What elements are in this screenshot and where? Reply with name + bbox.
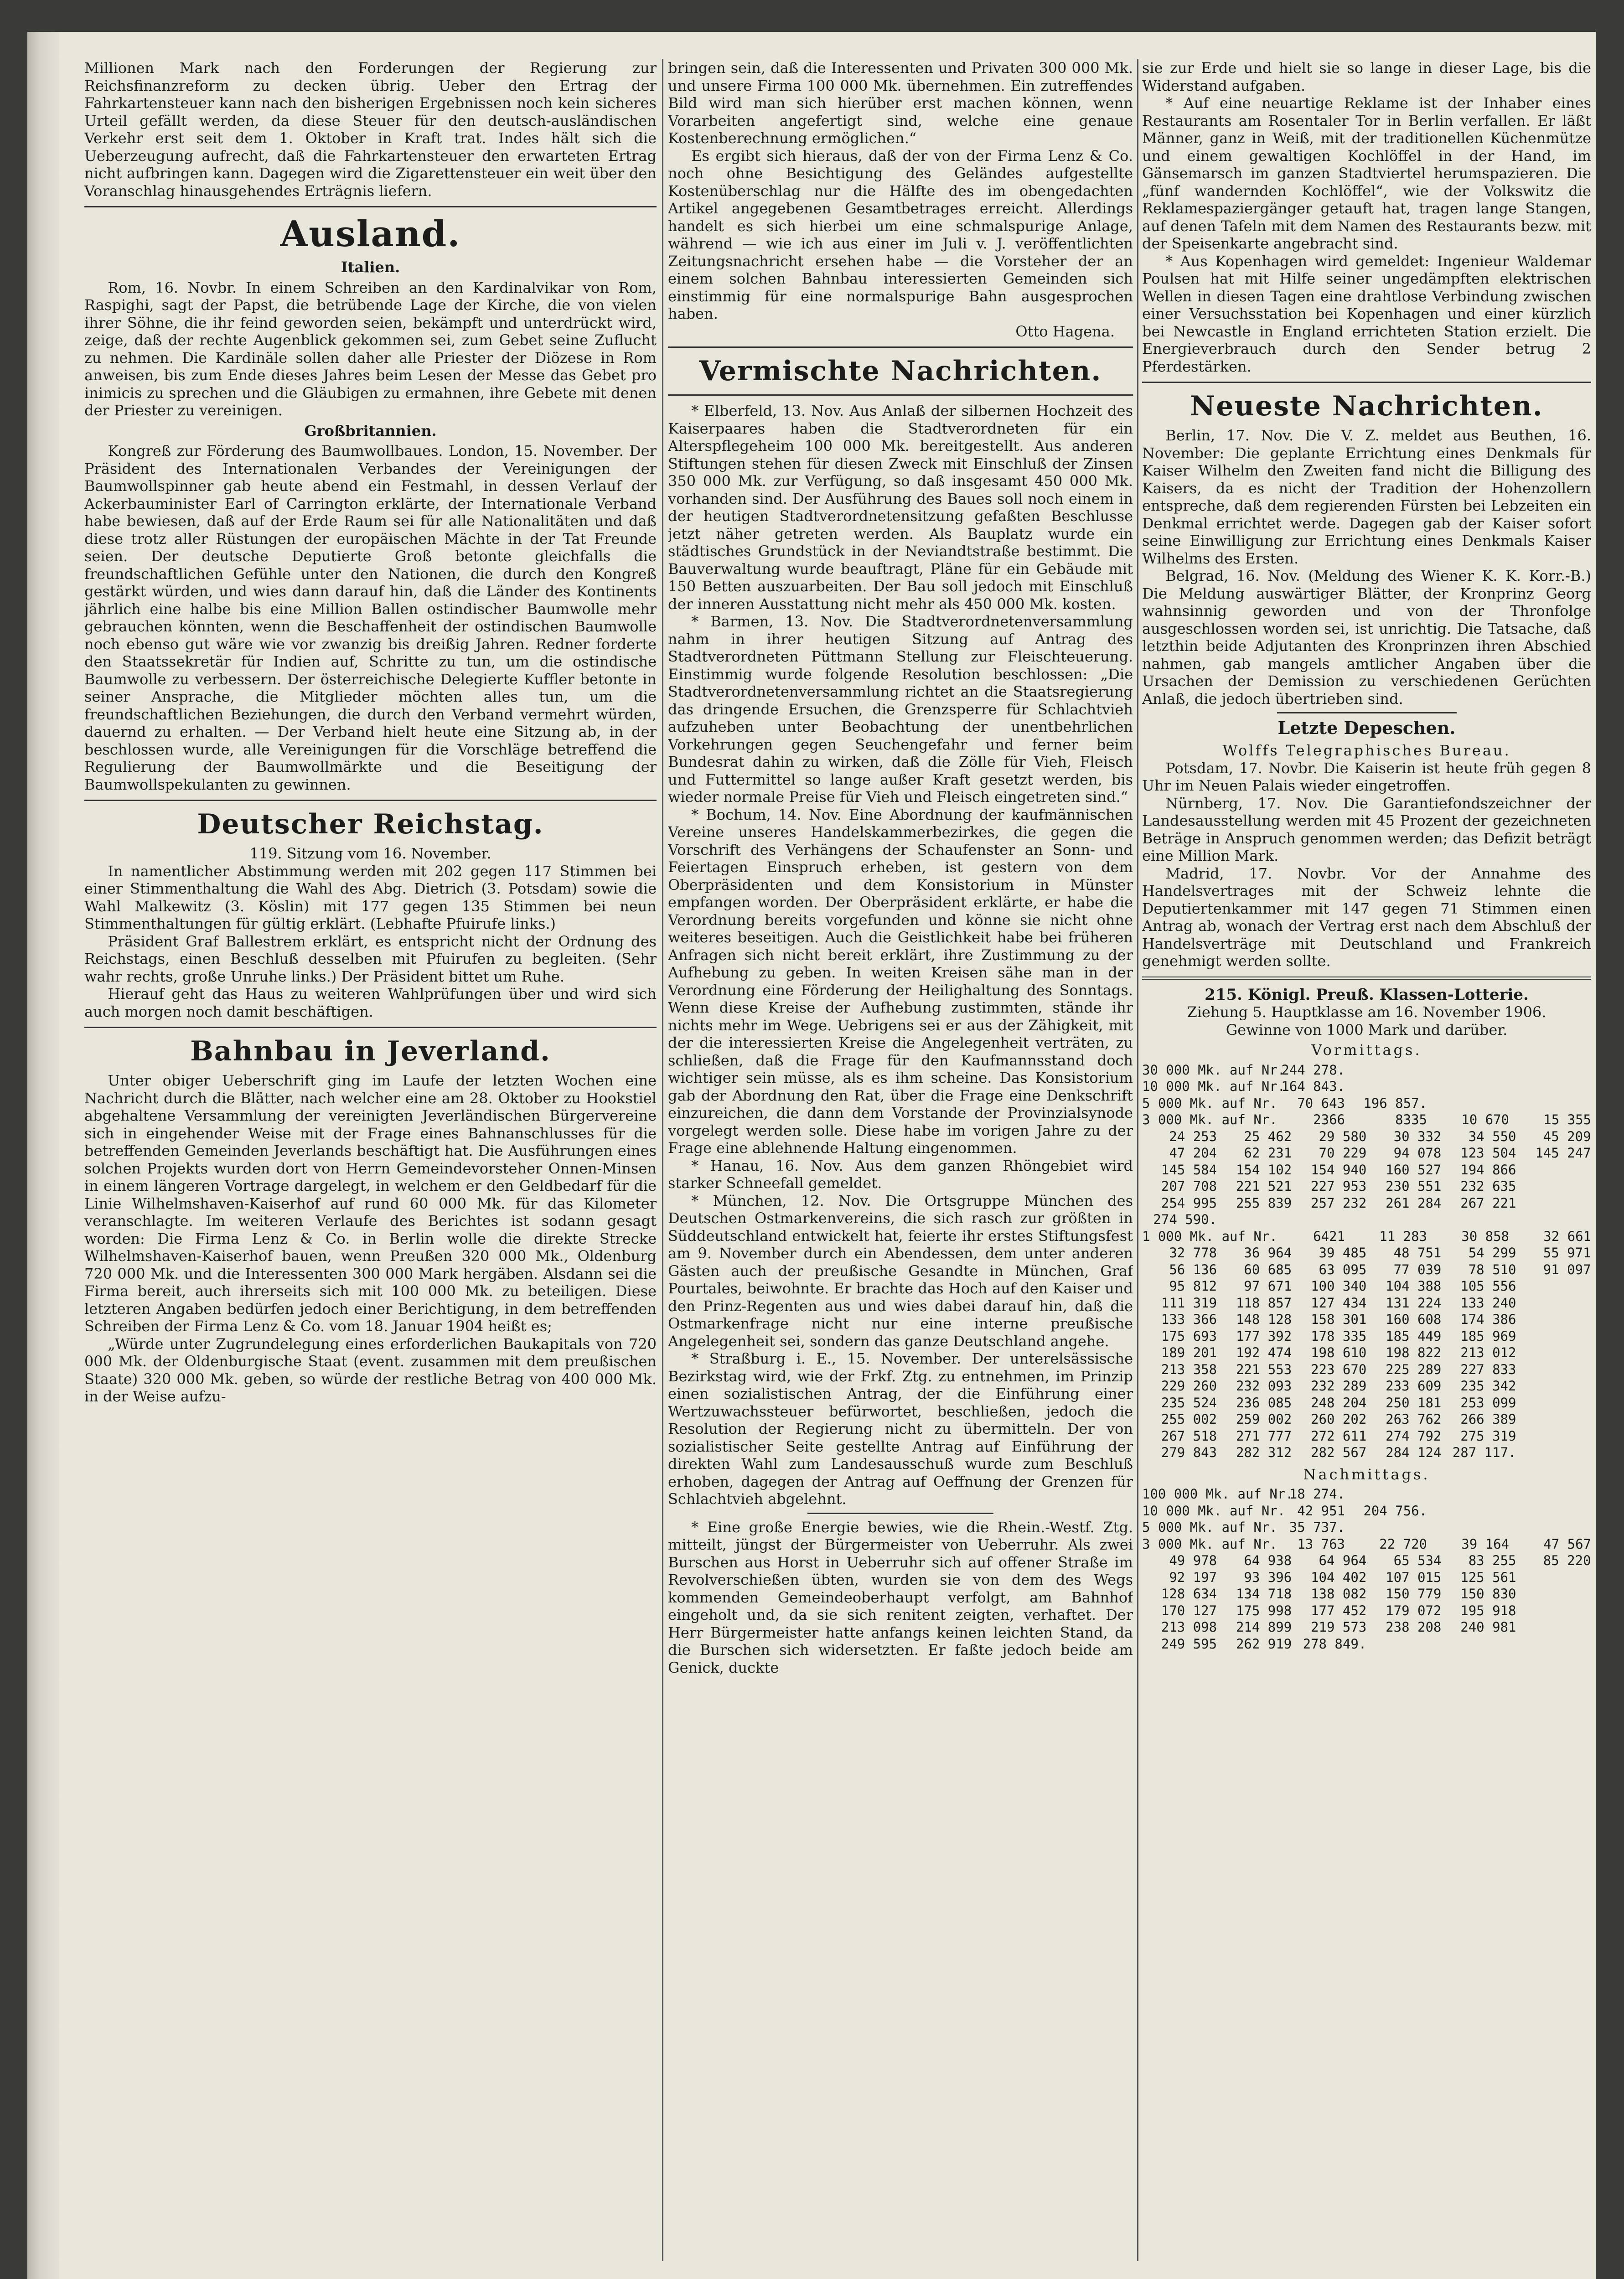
lottery-ticket-number: 214 899 [1236,1619,1292,1635]
lottery-ticket-number: 204 756. [1363,1503,1427,1519]
depesche-madrid: Madrid, 17. Novbr. Vor der Annahme des Handelsvertrages mit der Schweiz lehnte die Deputiertenkammer mit 147 gegen 71 Stimmen einen Antrag ab, wonach der Vertrag erst nach dem Abschluß der Handelsverträge mit Deutschland und Frankreich genehmigt werden sollte. [1142,864,1591,970]
lottery-ticket-number: 104 388 [1386,1278,1442,1294]
lottery-ticket-number: 111 319 [1161,1295,1217,1311]
section-title-vermischte: Vermischte Nachrichten. [699,355,1102,387]
news-reklame: * Auf eine neuartige Reklame ist der Inhaber eines Restaurants am Rosentaler Tor in Berlin verfallen. Er läßt Männer, ganz in Weiß, mit der traditionellen Küchenmütze und einem gewaltigen Kochlöffel in der Hand, im Gänsemarsch im ganzen Stadtviertel herumspazieren. Die „fünf wandernden Kochlöffel“, wie der Volkswitz die Reklamespaziergänger getauft hat, tragen lange Stangen, auf denen Tafeln mit dem Namen des Restaurants bezw. mit der Speisenkarte angebracht sind. [1142,94,1591,252]
lottery-ticket-number: 55 971 [1543,1245,1591,1261]
lottery-ticket-number: 85 220 [1543,1553,1591,1568]
lottery-ticket-number: 6421 [1313,1228,1345,1244]
lottery-ticket-number: 138 082 [1311,1586,1367,1602]
lottery-ticket-number: 94 078 [1393,1145,1442,1161]
lottery-ticket-number: 232 289 [1311,1378,1367,1394]
lottery-ticket-number: 213 358 [1161,1361,1217,1377]
lottery-ticket-number: 145 584 [1161,1162,1217,1178]
column-rule [1137,59,1138,2261]
lottery-ticket-number: 39 485 [1319,1245,1367,1261]
lottery-row [1142,1311,1591,1328]
lottery-ticket-number: 236 085 [1236,1395,1292,1411]
lottery-ticket-number: 56 136 [1169,1261,1217,1277]
lottery-afternoon-table [1142,1486,1591,1652]
lottery-row [1142,1486,1591,1503]
lottery-ticket-number: 227 833 [1460,1361,1516,1377]
lottery-ticket-number: 148 128 [1236,1312,1292,1327]
lottery-ticket-number: 54 299 [1468,1245,1516,1261]
lottery-ticket-number: 105 556 [1460,1278,1516,1294]
lottery-ticket-number: 227 953 [1311,1178,1367,1194]
divider [807,1513,993,1514]
lottery-row [1142,1245,1591,1261]
lottery-ticket-number: 221 521 [1236,1178,1292,1194]
lottery-ticket-number: 10 670 [1461,1112,1509,1127]
lottery-ticket-number: 287 117. [1452,1445,1516,1460]
lottery-ticket-number: 254 995 [1161,1195,1217,1211]
subheading-italien: Italien. [341,258,400,276]
reichstag-para-2: Präsident Graf Ballestrem erklärt, es entspricht nicht der Ordnung des Reichstags, einen Beschluß desselben mit Pfuirufen zu begleiten. (Sehr wahr rechts, große Unruhe links.) Der Präsident bittet um Ruhe. [84,932,657,985]
lottery-ticket-number: 179 072 [1386,1602,1442,1618]
lottery-ticket-number: 128 634 [1161,1586,1217,1602]
lottery-ticket-number: 47 204 [1169,1145,1217,1161]
reichstag-session: 119. Sitzung vom 16. November. [249,845,491,862]
lottery-ticket-number: 175 693 [1161,1328,1217,1344]
lottery-ticket-number: 97 671 [1244,1278,1292,1294]
lottery-ticket-number: 240 981 [1460,1619,1516,1635]
lottery-ticket-number: 13 763 [1297,1536,1345,1552]
lottery-row [1142,1078,1591,1095]
lottery-title: 215. Königl. Preuß. Klassen-Lotterie. [1205,985,1529,1004]
lottery-ticket-number: 233 609 [1386,1378,1442,1394]
lottery-row [1142,1211,1591,1228]
lottery-prize-note: Gewinne von 1000 Mark und darüber. [1226,1021,1508,1039]
lottery-row [1142,1519,1591,1536]
lottery-ticket-number: 65 534 [1393,1553,1442,1568]
lottery-ticket-number: 95 812 [1169,1278,1217,1294]
bahnbau-para-2: „Würde unter Zugrundelegung eines erforderlichen Baukapitals von 720 000 Mk. der Oldenburgische Staat (event. zusammen mit dem preußischen Staate) 320 000 Mk. geben, so würde der restliche Betrag von 400 000 Mk. in der Weise aufzu- [84,1335,657,1405]
lottery-ticket-number: 178 335 [1311,1328,1367,1344]
lottery-ticket-number: 22 720 [1379,1536,1427,1552]
lottery-ticket-number: 194 866 [1460,1162,1516,1178]
lottery-ticket-number: 267 221 [1460,1195,1516,1211]
lottery-ticket-number: 39 164 [1461,1536,1509,1552]
lottery-ticket-number: 198 610 [1311,1345,1367,1360]
lottery-ticket-number: 225 289 [1386,1361,1442,1377]
lottery-ticket-number: 34 550 [1468,1128,1516,1144]
lottery-row [1142,1411,1591,1428]
lottery-ticket-number: 8335 [1395,1112,1427,1127]
lottery-ticket-number: 49 978 [1169,1553,1217,1568]
lottery-ticket-number: 255 002 [1161,1411,1217,1427]
lottery-ticket-number: 221 553 [1236,1361,1292,1377]
news-barmen: * Barmen, 13. Nov. Die Stadtverordnetenversammlung nahm in ihrer heutigen Sitzung auf Antrag des Stadtverordneten Püttmann Stellung zur Fleischteuerung. Einstimmig wurde folgende Resolution beschlossen: „Die Stadtverordnetenversammlung richtet an die Staatsregierung das dringende Ersuchen, die Grenzsperre für Schlachtvieh aufzuheben unter Beobachtung der unentbehrlichen Vorkehrungen gegen Seuchengefahr und ferner beim Bundesrat dahin zu wirken, daß die Zölle für Vieh, Fleisch und Futtermittel so lange außer Kraft gesetzt werden, bis wieder normale Preise für Vieh und Fleisch eingetreten sind.“ [668,613,1133,806]
lottery-ticket-number: 30 332 [1393,1128,1442,1144]
lottery-ticket-number: 175 998 [1236,1602,1292,1618]
lottery-afternoon-label: Nachmittags. [1303,1465,1430,1483]
lottery-ticket-number: 2366 [1313,1112,1345,1127]
lottery-ticket-number: 248 204 [1311,1395,1367,1411]
lottery-ticket-number: 145 247 [1535,1145,1591,1161]
column-2 [668,59,1133,2266]
lottery-ticket-number: 47 567 [1543,1536,1591,1552]
column-3 [1142,59,1591,2266]
lottery-row [1142,1536,1591,1553]
divider [84,206,657,207]
lottery-ticket-number: 272 611 [1311,1428,1367,1444]
lottery-ticket-number: 196 857. [1363,1095,1427,1111]
lottery-row [1142,1261,1591,1278]
divider [1277,712,1457,713]
lottery-ticket-number: 107 015 [1386,1569,1442,1585]
lottery-ticket-number: 104 402 [1311,1569,1367,1585]
lottery-ticket-number: 275 319 [1460,1428,1516,1444]
lottery-ticket-number: 262 919 [1236,1636,1292,1652]
lottery-ticket-number: 278 849. [1303,1636,1367,1652]
news-elberfeld: * Elberfeld, 13. Nov. Aus Anlaß der silbernen Hochzeit des Kaiserpaares haben die Stadtverordneten für ein Alterspflegeheim 100 000 Mk. bereitgestellt. Aus anderen Stiftungen stehen für diesen Zweck mit Einschluß der Zinsen 350 000 Mk. zur Verfügung, so daß insgesamt 450 000 Mk. vorhanden sind. Der Ausführung des Baues soll noch einem in der heutigen Stadtverordnetensitzung gefaßten Beschlusse jetzt näher getreten werden. Als Bauplatz wurde ein städtisches Grundstück in der Neviandtstraße bestimmt. Die Bauverwaltung wurde beauftragt, Pläne für ein Gebäude mit 150 Betten auszuarbeiten. Der Bau soll jedoch mit Einschluß der inneren Ausstattung nicht mehr als 450 000 Mk. kosten. [668,402,1133,613]
lottery-row [1142,1344,1591,1361]
lottery-ticket-number: 64 938 [1244,1553,1292,1568]
lottery-ticket-number: 150 830 [1460,1586,1516,1602]
lottery-ticket-number: 261 284 [1386,1195,1442,1211]
lottery-row [1142,1145,1591,1162]
lottery-draw-date: Ziehung 5. Hauptklasse am 16. November 1906. [1187,1003,1546,1021]
lottery-ticket-number: 123 504 [1460,1145,1516,1161]
lottery-ticket-number: 64 964 [1319,1553,1367,1568]
lottery-ticket-number: 255 839 [1236,1195,1292,1211]
lottery-row [1142,1636,1591,1653]
lottery-prize-amount: 3 000 Mk. auf Nr. [1142,1536,1277,1552]
article-baumwolle: Kongreß zur Förderung des Baumwollbaues. London, 15. November. Der Präsident des Internationalen Verbandes der Vereinigungen der Baumwollspinner gab heute abend ein Festmahl, in dessen Verlauf der Ackerbauminister Earl of Carrington erklärte, der Internationale Verband habe bewiesen, daß auf der Erde Raum sei für alle Nationalitäten und daß diese trotz aller Rüstungen der europäischen Mächte in der Tat Freunde seien. Der deutsche Deputierte Groß betonte gleichfalls die freundschaftlichen Gefühle unter den Nationen, die durch den Kongreß gestärkt würden, und wies dann darauf hin, daß die Länder des Kontinents jährlich eine halbe bis eine Million Ballen ostindischer Baumwolle mehr gebrauchen könnten, wenn die Beschaffenheit der ostindischen Baumwolle noch ebenso gut wäre wie vor zwanzig bis dreißig Jahren. Redner forderte den Staatssekretär für Indien auf, Schritte zu tun, um die ostindische Baumwolle zu verbessern. Der österreichische Delegierte Kuffler betonte in seiner Ansprache, die Mitglieder möchten alles tun, um die freundschaftlichen Beziehungen, die durch den Verband vermehrt würden, dauernd zu erhalten. — Der Verband hielt heute eine Sitzung ab, in der beschlossen wurde, alle Vereinigungen für die Vorschläge betreffend die Regulierung der Baumwollmärkte und die Beseitigung der Baumwollspekulanten zu gewinnen. [84,442,657,793]
divider [668,346,1133,348]
lottery-row [1142,1378,1591,1395]
lottery-row [1142,1162,1591,1178]
lottery-ticket-number: 266 389 [1460,1411,1516,1427]
lottery-ticket-number: 263 762 [1386,1411,1442,1427]
lottery-ticket-number: 192 474 [1236,1345,1292,1360]
lottery-ticket-number: 32 661 [1543,1228,1591,1244]
lottery-ticket-number: 185 449 [1386,1328,1442,1344]
news-strassburg: * Straßburg i. E., 15. November. Der unterelsässische Bezirkstag wird, wie der Frkf. Ztg. zu entnehmen, im Prinzip einen sozialistischen Antrag, der die Einführung einer Wertzuwachssteuer befürwortet, beschließen, jedoch die Resolution der Regierung nicht zu übermitteln. Der von sozialistischer Seite gestellte Antrag auf Einführung der direkten Wahl zum Landesausschuß wurde zum Beschluß erhoben, dagegen der Antrag auf Oeffnung der Grenzen für Schlachtvieh abgelehnt. [668,1350,1133,1508]
lottery-ticket-number: 133 240 [1460,1295,1516,1311]
lottery-ticket-number: 259 002 [1236,1411,1292,1427]
lottery-morning-table [1142,1062,1591,1461]
lottery-ticket-number: 244 278. [1281,1062,1345,1078]
lottery-ticket-number: 164 843. [1281,1079,1345,1094]
neueste-belgrad: Belgrad, 16. Nov. (Meldung des Wiener K. K. Korr.-B.) Die Meldung auswärtiger Blätter, der Kronprinz Georg wahnsinnig geworden und von der Thronfolge ausgeschlossen worden sei, ist unrichtig. Die Tatsache, daß letzthin beide Adjutanten des Kronprinzen ihren Abschied nahmen, gab mangels amtlicher Angaben über die Ursachen der Demission zu verschiedenen Gerüchten Anlaß, die jedoch übertrieben sind. [1142,567,1591,708]
lottery-ticket-number: 18 274. [1289,1486,1345,1502]
bahnbau-continued: bringen sein, daß die Interessenten und Privaten 300 000 Mk. und unsere Firma 100 000 Mk. übernehmen. Ein zutreffendes Bild wird man sich hierüber erst machen können, wenn Vorarbeiten angefertigt sind, welche eine genaue Kostenberechnung ermöglichen.“ [668,59,1133,147]
lottery-ticket-number: 249 595 [1161,1636,1217,1652]
lottery-ticket-number: 25 462 [1244,1128,1292,1144]
lottery-ticket-number: 253 099 [1460,1395,1516,1411]
lottery-row [1142,1569,1591,1586]
bahnbau-author: Otto Hagena. [1015,322,1115,340]
lottery-prize-amount: 3 000 Mk. auf Nr. [1142,1112,1277,1127]
lottery-prize-amount: 10 000 Mk. auf Nr. [1142,1503,1286,1519]
lottery-ticket-number: 29 580 [1319,1128,1367,1144]
lottery-prize-amount: 100 000 Mk. auf Nr. [1142,1486,1293,1502]
lottery-prize-amount: 1 000 Mk. auf Nr. [1142,1228,1277,1244]
lottery-ticket-number: 158 301 [1311,1312,1367,1327]
lottery-ticket-number: 91 097 [1543,1261,1591,1277]
news-hanau: * Hanau, 16. Nov. Aus dem ganzen Rhöngebiet wird starker Schneefall gemeldet. [668,1157,1133,1192]
lottery-ticket-number: 260 202 [1311,1411,1367,1427]
lottery-row [1142,1295,1591,1312]
lottery-ticket-number: 223 670 [1311,1361,1367,1377]
divider [668,394,1133,396]
lottery-row [1142,1062,1591,1079]
divider [1142,977,1591,980]
lottery-ticket-number: 274 590. [1153,1212,1217,1227]
lottery-row [1142,1361,1591,1378]
section-title-reichstag: Deutscher Reichstag. [197,808,544,840]
lottery-prize-amount: 5 000 Mk. auf Nr. [1142,1095,1277,1111]
news-muenchen: * München, 12. Nov. Die Ortsgruppe München des Deutschen Ostmarkenvereins, die sich rasch zur größten in Süddeutschland entwickelt hat, feierte ihr erstes Stiftungsfest am 9. November durch ein Abendessen, dem unter anderen Gästen auch der preußische Gesandte in München, Graf Pourtales, beiwohnte. Er brachte das Hoch auf den Kaiser und den Prinz-Regenten aus und wies dabei darauf hin, daß die Ostmarkenfrage nicht nur eine interne preußische Angelegenheit sei, sondern das ganze Deutschland angehe. [668,1192,1133,1350]
lottery-ticket-number: 284 124 [1386,1445,1442,1460]
lottery-ticket-number: 30 858 [1461,1228,1509,1244]
lottery-ticket-number: 274 792 [1386,1428,1442,1444]
lottery-ticket-number: 189 201 [1161,1345,1217,1360]
divider [1142,382,1591,383]
reichstag-para-3: Hierauf geht das Haus zu weiteren Wahlprüfungen über und wird sich auch morgen noch damit beschäftigen. [84,985,657,1020]
lottery-ticket-number: 271 777 [1236,1428,1292,1444]
column-1 [84,59,657,2266]
lottery-row [1142,1395,1591,1411]
lottery-ticket-number: 195 918 [1460,1602,1516,1618]
lottery-row [1142,1552,1591,1569]
lottery-ticket-number: 267 518 [1161,1428,1217,1444]
lottery-ticket-number: 125 561 [1460,1569,1516,1585]
reichstag-para-1: In namentlicher Abstimmung werden mit 202 gegen 117 Stimmen bei einer Stimmenthaltung die Wahl des Abg. Dietrich (3. Potsdam) sowie die Wahl Malkewitz (3. Köslin) mit 177 gegen 135 Stimmen bei neun Stimmenthaltungen für gültig erklärt. (Lebhafte Pfuirufe links.) [84,862,657,932]
divider [84,800,657,801]
depesche-potsdam: Potsdam, 17. Novbr. Die Kaiserin ist heute früh gegen 8 Uhr im Neuen Palais wieder eingetroffen. [1142,759,1591,794]
lottery-ticket-number: 177 392 [1236,1328,1292,1344]
lottery-ticket-number: 229 260 [1161,1378,1217,1394]
lottery-row [1142,1128,1591,1145]
lottery-ticket-number: 60 685 [1244,1261,1292,1277]
lottery-ticket-number: 154 940 [1311,1162,1367,1178]
lottery-ticket-number: 238 208 [1386,1619,1442,1635]
neueste-berlin: Berlin, 17. Nov. Die V. Z. meldet aus Beuthen, 16. November: Die geplante Errichtung eines Denkmals für Kaiser Wilhelm den Zweiten fand nicht die Billigung des Kaisers, da es nicht der Tradition der Hohenzollern entspreche, daß dem regierenden Fürsten bei Lebzeiten ein Denkmal errichtet werde. Dagegen gab der Kaiser sofort seine Einwilligung zur Errichtung eines Denkmals Kaiser Wilhelms des Ersten. [1142,427,1591,567]
lottery-ticket-number: 174 386 [1460,1312,1516,1327]
section-title-letzte-depeschen: Letzte Depeschen. [1277,718,1456,738]
lottery-ticket-number: 282 567 [1311,1445,1367,1460]
section-title-bahnbau: Bahnbau in Jeverland. [190,1035,551,1067]
news-energie-continued: sie zur Erde und hielt sie so lange in dieser Lage, bis die Widerstand aufgaben. [1142,59,1591,94]
page-binding-edge [27,32,59,2279]
lottery-ticket-number: 133 366 [1161,1312,1217,1327]
depesche-nuernberg: Nürnberg, 17. Nov. Die Garantiefondszeichner der Landesausstellung werden mit 45 Prozent der gezeichneten Beträge in Anspruch genommen werden; das Defizit beträgt eine Million Mark. [1142,794,1591,864]
lottery-ticket-number: 198 822 [1386,1345,1442,1360]
lottery-ticket-number: 83 255 [1468,1553,1516,1568]
lottery-ticket-number: 45 209 [1543,1128,1591,1144]
lottery-row [1142,1278,1591,1295]
lottery-ticket-number: 232 093 [1236,1378,1292,1394]
lottery-ticket-number: 131 224 [1386,1295,1442,1311]
lottery-ticket-number: 70 229 [1319,1145,1367,1161]
lottery-row [1142,1111,1591,1128]
lottery-ticket-number: 150 779 [1386,1586,1442,1602]
lottery-row [1142,1619,1591,1636]
lottery-ticket-number: 232 635 [1460,1178,1516,1194]
lottery-ticket-number: 63 095 [1319,1261,1367,1277]
lottery-ticket-number: 15 355 [1543,1112,1591,1127]
lottery-ticket-number: 24 253 [1169,1128,1217,1144]
lottery-ticket-number: 36 964 [1244,1245,1292,1261]
lottery-ticket-number: 279 843 [1161,1445,1217,1460]
lottery-ticket-number: 160 527 [1386,1162,1442,1178]
lottery-ticket-number: 32 778 [1169,1245,1217,1261]
lottery-ticket-number: 48 751 [1393,1245,1442,1261]
lottery-ticket-number: 118 857 [1236,1295,1292,1311]
lottery-row [1142,1503,1591,1519]
lottery-row [1142,1195,1591,1212]
lottery-ticket-number: 134 718 [1236,1586,1292,1602]
lottery-row [1142,1602,1591,1619]
lottery-ticket-number: 92 197 [1169,1569,1217,1585]
lottery-ticket-number: 282 312 [1236,1445,1292,1460]
section-title-ausland: Ausland. [280,213,461,255]
lottery-ticket-number: 250 181 [1386,1395,1442,1411]
lottery-ticket-number: 62 231 [1244,1145,1292,1161]
lottery-row [1142,1328,1591,1345]
lottery-ticket-number: 219 573 [1311,1619,1367,1635]
news-bochum: * Bochum, 14. Nov. Eine Abordnung der kaufmännischen Vereine unseres Handelskammerbezirkes, die gegen die Vorschrift des Verhängens der Schaufenster an Sonn- und Feiertagen Einspruch erheben, ist gestern von dem Oberpräsidenten und dem Konsistorium in Münster empfangen worden. Der Oberpräsident erklärte, er habe die Verordnung bereits vorgefunden und könne sie nicht ohne weiteres beseitigen. Auch die Geistlichkeit habe bei früheren Anfragen sich nicht bereit erklärt, ihre Zustimmung zu der Aufhebung zu geben. In weiten Kreisen sähe man in der Verordnung eine Förderung der Heilighaltung des Sonntags. Wenn diese Kreise der Aufhebung zustimmten, stände ihr nichts mehr im Wege. Uebrigens sei er aus der Zähigkeit, mit der die interessierten Kreise die Angelegenheit verträten, zu schließen, daß die Frage für den Kaufmannsstand doch wichtiger sein müsse, als es ihm scheine. Das Konsistorium gab der Abordnung den Rat, über die Frage eine Denkschrift einzureichen, die dann dem Vorstande der Provinzialsynode vorgelegt werden solle. Diese habe im vorigen Jahre zu der Frage eine ablehnende Haltung eingenommen. [668,806,1133,1157]
divider [84,1027,657,1028]
lottery-prize-amount: 10 000 Mk. auf Nr. [1142,1079,1286,1094]
subheading-grossbritannien: Großbritannien. [304,422,437,439]
lottery-row [1142,1586,1591,1602]
lottery-ticket-number: 42 951 [1297,1503,1345,1519]
lottery-ticket-number: 207 708 [1161,1178,1217,1194]
lottery-ticket-number: 235 524 [1161,1395,1217,1411]
lottery-row [1142,1228,1591,1245]
lottery-ticket-number: 100 340 [1311,1278,1367,1294]
lottery-prize-amount: 30 000 Mk. auf Nr. [1142,1062,1286,1078]
lottery-ticket-number: 185 969 [1460,1328,1516,1344]
lottery-ticket-number: 230 551 [1386,1178,1442,1194]
news-kopenhagen: * Aus Kopenhagen wird gemeldet: Ingenieur Waldemar Poulsen hat mit Hilfe seiner ungedämpften elektrischen Wellen in diesen Tagen eine drahtlose Verbindung zwischen einer Versuchsstation bei Kopenhagen und einer kürzlich bei Newcastle in England errichteten Station erzielt. Die Energieverbrauch durch den Sender betrug 2 Pferdestärken. [1142,252,1591,375]
lottery-ticket-number: 70 643 [1297,1095,1345,1111]
lottery-ticket-number: 127 434 [1311,1295,1367,1311]
lottery-ticket-number: 93 396 [1244,1569,1292,1585]
article-italien: Rom, 16. Novbr. In einem Schreiben an den Kardinalvikar von Rom, Raspighi, sagt der Papst, die betrübende Lage der Kirche, die von vielen ihrer Söhne, die ihr feind geworden seien, bekämpft und unterdrückt wird, zeige, daß der rechte Augenblick gekommen sei, zum Gebet seine Zuflucht zu nehmen. Die Kardinäle sollen daher alle Priester der Diözese in Rom anweisen, bis zum Ende dieses Jahres beim Lesen der Messe das Gebet pro inimicis zu sprechen und die Gläubigen zu ermahnen, ihre Gebete mit denen der Priester zu vereinigen. [84,279,657,419]
lottery-prize-amount: 5 000 Mk. auf Nr. [1142,1519,1277,1535]
lottery-ticket-number: 11 283 [1379,1228,1427,1244]
article-intro: Millionen Mark nach den Forderungen der Regierung zur Reichsfinanzreform zu decken übrig. Ueber den Ertrag der Fahrkartensteuer kann nach den bisherigen Ergebnissen noch kein sicheres Urteil gefällt werden, da diese Steuer für den deutsch-ausländischen Verkehr erst seit dem 1. Oktober in Kraft trat. Indes hält sich die Ueberzeugung aufrecht, daß die Fahrkartensteuer den erwarteten Ertrag nicht aufbringen kann. Dagegen wird die Zigarettensteuer ein weit über den Voranschlag hinausgehendes Erträgnis liefern. [84,59,657,200]
lottery-ticket-number: 160 608 [1386,1312,1442,1327]
lottery-row [1142,1178,1591,1195]
lottery-ticket-number: 154 102 [1236,1162,1292,1178]
lottery-row [1142,1428,1591,1445]
lottery-row [1142,1444,1591,1461]
column-rule [662,59,663,2261]
bahnbau-para-3: Es ergibt sich hieraus, daß der von der Firma Lenz & Co. noch ohne Besichtigung des Geländes aufgestellte Kostenüberschlag nur die Hälfte des im obengedachten Artikel angegebenen Gesamtbetrages erreicht. Allerdings handelt es sich hierbei um eine schmalspurige Anlage, während — wie ich aus einer im Juli v. J. veröffentlichten Zeitungsnachricht ersehen habe — die Vorsteher der an einem solchen Bahnbau interessierten Gemeinden sich einstimmig für eine normalspurige Bahn ausgesprochen haben. [668,147,1133,322]
bahnbau-para-1: Unter obiger Ueberschrift ging im Laufe der letzten Wochen eine Nachricht durch die Blätter, nach welcher eine am 28. Oktober zu Hookstiel abgehaltene Versammlung der vereinigten Jeverländischen Bürgervereine sich in eingehender Weise mit der Frage eines Bahnanschlusses für die betreffenden Gemeinden Jeverlands beschäftigt hat. Die Ausführungen eines solchen Projekts wurden dort von Herrn Gemeindevorsteher Onnen-Minsen in einem längeren Vortrage dargelegt, in welchem er den Geldbedarf für die Linie Wilhelmshaven-Kaiserhof auf rund 60 000 Mk. für das Kilometer veranschlagte. Im weiteren Verlaufe des Berichtes ist sodann gesagt worden: Die Firma Lenz & Co. in Berlin wolle die direkte Strecke Wilhelmshaven-Kaiserhof bauen, wenn Preußen 320 000 Mk., Oldenburg 720 000 Mk. und die Interessenten 300 000 Mark hergäben. Alsdann sei die Firma bereit, auch ihrerseits sich mit 100 000 Mk. zu beteiligen. Diese letzteren Angaben bedürfen jedoch einer Berichtigung, in dem betreffenden Schreiben der Firma Lenz & Co. vom 18. Januar 1904 heißt es; [84,1072,657,1335]
news-energie: * Eine große Energie bewies, wie die Rhein.-Westf. Ztg. mitteilt, jüngst der Bürgermeister von Ueberruhr. Als zwei Burschen aus Horst in Ueberruhr sich auf offener Straße im Revolverschießen übten, wurden sie von dem des Wegs kommenden Gemeindeoberhaupt verfolgt, am Bahnhof eingeholt und, da sie sich renitent zeigten, verhaftet. Der Herr Bürgermeister hatte anfangs keinen leichten Stand, da die Burschen sich widersetzten. Er faßte jedoch beide am Genick, duckte [668,1518,1133,1676]
lottery-ticket-number: 213 012 [1460,1345,1516,1360]
lottery-morning-label: Vormittags. [1311,1041,1422,1059]
lottery-ticket-number: 177 452 [1311,1602,1367,1618]
lottery-ticket-number: 257 232 [1311,1195,1367,1211]
lottery-ticket-number: 213 098 [1161,1619,1217,1635]
lottery-ticket-number: 35 737. [1289,1519,1345,1535]
lottery-ticket-number: 78 510 [1468,1261,1516,1277]
wire-service: Wolffs Telegraphisches Bureau. [1222,742,1511,759]
lottery-ticket-number: 77 039 [1393,1261,1442,1277]
lottery-row [1142,1095,1591,1112]
lottery-ticket-number: 170 127 [1161,1602,1217,1618]
lottery-ticket-number: 235 342 [1460,1378,1516,1394]
section-title-neueste: Neueste Nachrichten. [1190,390,1543,422]
